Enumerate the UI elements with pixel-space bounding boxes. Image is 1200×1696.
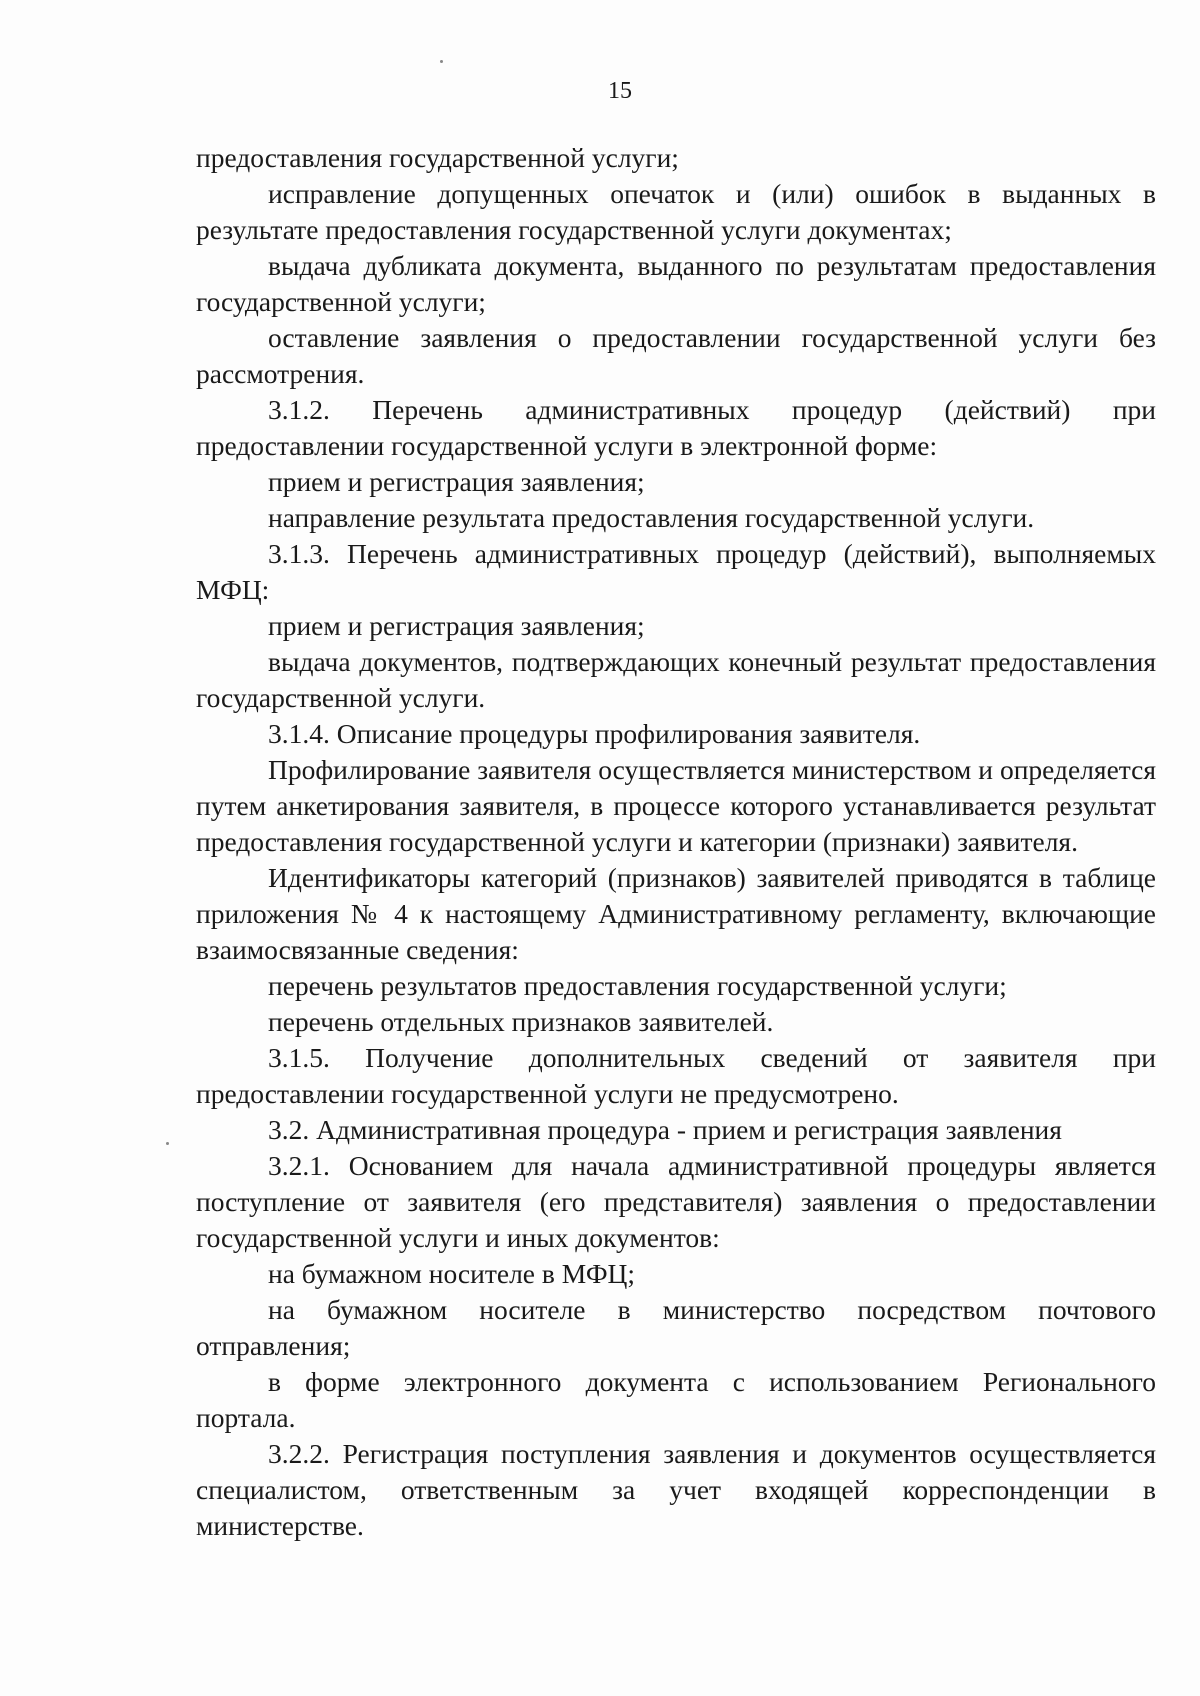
paragraph: выдача дубликата документа, выданного по результатам предоставления государственной услуги; bbox=[196, 250, 1156, 317]
paragraph: оставление заявления о предоставлении государственной услуги без рассмотрения. bbox=[196, 322, 1156, 389]
paragraph: перечень результатов предоставления государственной услуги; bbox=[268, 970, 1007, 1001]
scan-speck bbox=[440, 60, 443, 63]
paragraph: перечень отдельных признаков заявителей. bbox=[268, 1006, 774, 1037]
document-body bbox=[196, 140, 1156, 1544]
paragraph: 3.2. Административная процедура - прием и регистрация заявления bbox=[268, 1114, 1062, 1145]
paragraph: Идентификаторы категорий (признаков) заявителей приводятся в таблице приложения № 4 к настоящему Административному регламенту, включающие взаимосвязанные сведения: bbox=[196, 862, 1156, 965]
paragraph: 3.2.2. Регистрация поступления заявления и документов осуществляется специалистом, ответственным за учет входящей корреспонденции в министерстве. bbox=[196, 1438, 1156, 1541]
paragraph: исправление допущенных опечаток и (или) ошибок в выданных в результате предоставления государственной услуги документах; bbox=[196, 178, 1156, 245]
paragraph: 3.1.3. Перечень административных процедур (действий), выполняемых МФЦ: bbox=[196, 538, 1156, 605]
scan-speck bbox=[166, 1142, 169, 1145]
paragraph: 3.1.4. Описание процедуры профилирования заявителя. bbox=[268, 718, 921, 749]
paragraph: на бумажном носителе в министерство посредством почтового отправления; bbox=[196, 1294, 1156, 1361]
paragraph: прием и регистрация заявления; bbox=[268, 466, 645, 497]
paragraph: 3.1.5. Получение дополнительных сведений от заявителя при предоставлении государственной услуги не предусмотрено. bbox=[196, 1042, 1156, 1109]
paragraph: на бумажном носителе в МФЦ; bbox=[268, 1258, 636, 1289]
paragraph: предоставления государственной услуги; bbox=[196, 142, 679, 173]
paragraph: выдача документов, подтверждающих конечный результат предоставления государственной услуги. bbox=[196, 646, 1156, 713]
paragraph: Профилирование заявителя осуществляется министерством и определяется путем анкетирования заявителя, в процессе которого устанавливается результат предоставления государственной услуги и категории (признаки) заявителя. bbox=[196, 754, 1156, 857]
paragraph: направление результата предоставления государственной услуги. bbox=[268, 502, 1035, 533]
paragraph: 3.1.2. Перечень административных процедур (действий) при предоставлении государственной услуги в электронной форме: bbox=[196, 394, 1156, 461]
paragraph: в форме электронного документа с использованием Регионального портала. bbox=[196, 1366, 1156, 1433]
paragraph: 3.2.1. Основанием для начала административной процедуры является поступление от заявителя (его представителя) заявления о предоставлении государственной услуги и иных документов: bbox=[196, 1150, 1156, 1253]
page-number: 15 bbox=[608, 78, 632, 104]
paragraph: прием и регистрация заявления; bbox=[268, 610, 645, 641]
